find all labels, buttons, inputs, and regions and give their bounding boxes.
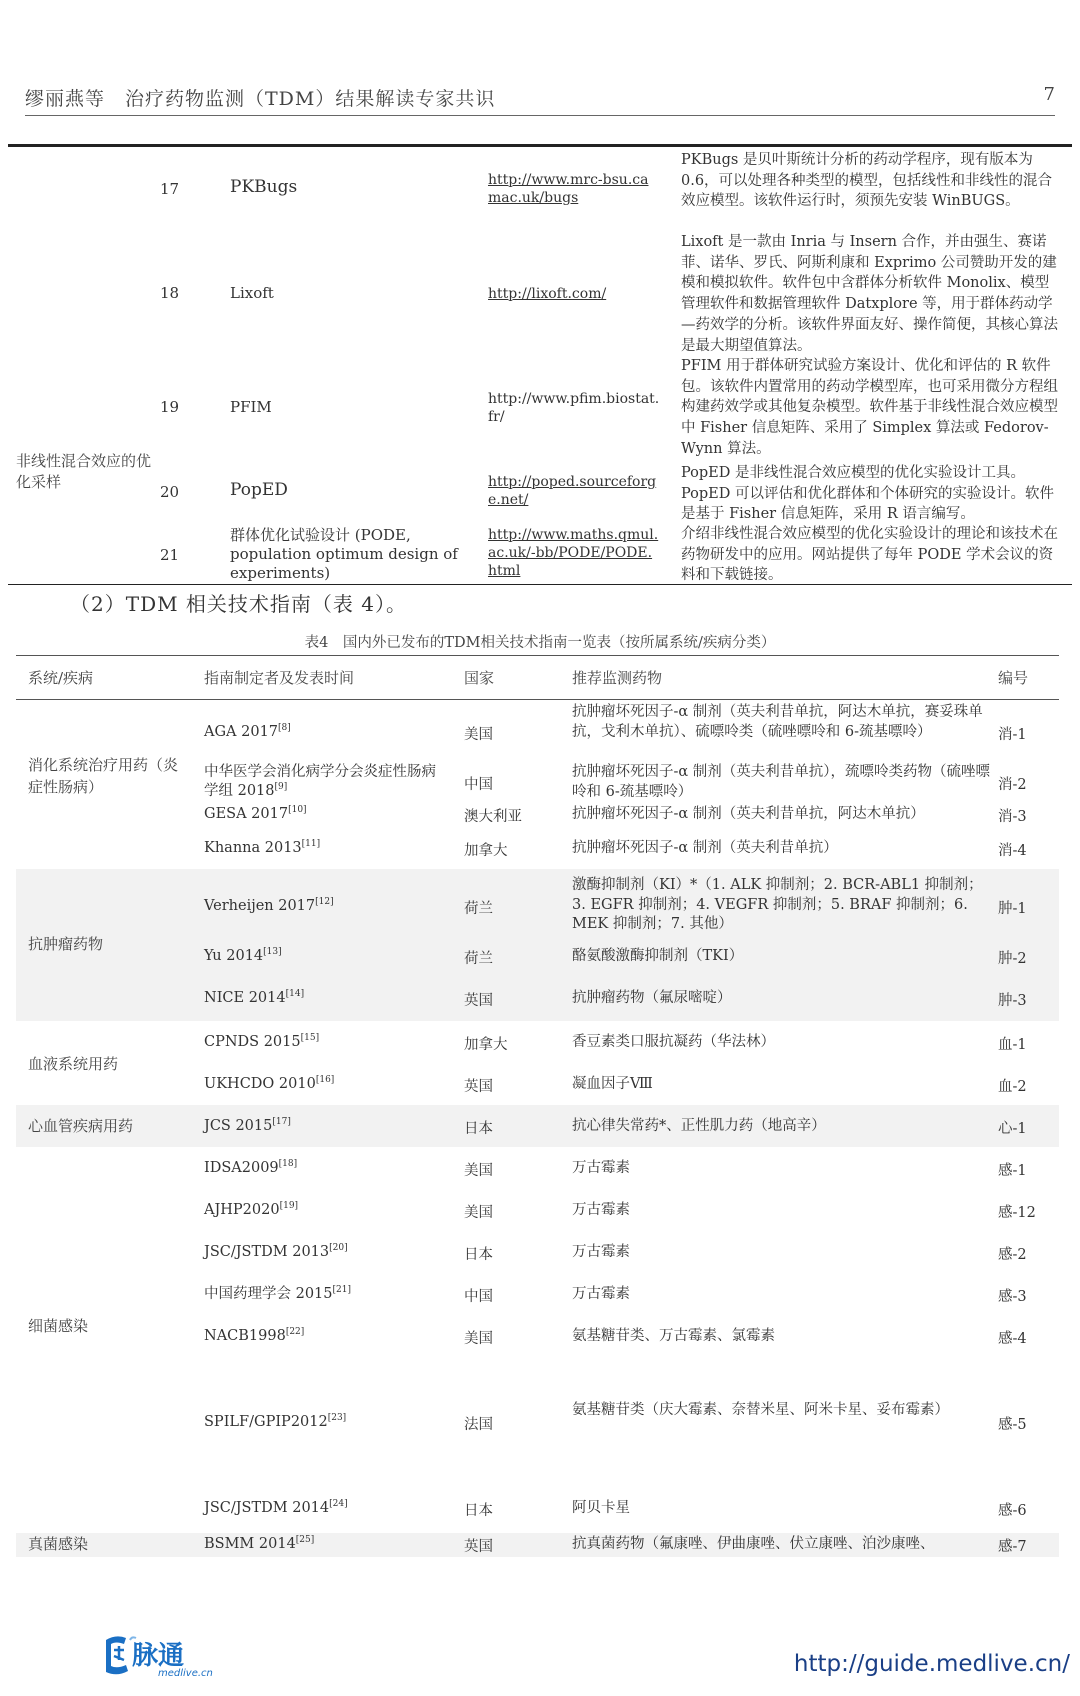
header-title: 治疗药物监测（TDM）结果解读专家共识 xyxy=(125,88,496,110)
group-category: 消化系统治疗用药（炎症性肠病） xyxy=(28,756,179,796)
svg-text:medlive.cn: medlive.cn xyxy=(158,1668,213,1678)
recommended-drug: 阿贝卡星 xyxy=(572,1500,630,1516)
guide-code: 肿-3 xyxy=(998,993,1027,1009)
table4-header-rule xyxy=(16,699,1059,700)
group-cardiovascular xyxy=(16,1105,1059,1147)
software-name: PKBugs xyxy=(230,177,298,197)
software-link[interactable]: http://www.mrc-bsu.camac.uk/bugs xyxy=(488,172,649,206)
country: 英国 xyxy=(464,1539,493,1555)
guide-code: 消-2 xyxy=(998,777,1027,793)
country: 中国 xyxy=(464,777,493,793)
software-link[interactable]: http://poped.sourceforge.net/ xyxy=(488,474,657,508)
country: 日本 xyxy=(464,1503,493,1519)
country: 法国 xyxy=(464,1417,493,1433)
guide-name: NACB1998[22] xyxy=(204,1327,305,1344)
table3-top-rule xyxy=(8,144,1072,147)
recommended-drug: 万古霉素 xyxy=(572,1160,630,1176)
guide-name: CPNDS 2015[15] xyxy=(204,1033,320,1050)
software-link[interactable]: http://www.pfim.biostat.fr/ xyxy=(488,391,660,425)
recommended-drug: 万古霉素 xyxy=(572,1286,630,1302)
guide-name: GESA 2017[10] xyxy=(204,805,307,822)
guide-code: 肿-1 xyxy=(998,901,1027,917)
country: 加拿大 xyxy=(464,1037,508,1053)
guide-name: 中国药理学会 2015[21] xyxy=(204,1285,351,1302)
table3-bottom-rule xyxy=(8,584,1072,585)
guide-code: 感-2 xyxy=(998,1247,1027,1263)
country: 荷兰 xyxy=(464,901,493,917)
country: 英国 xyxy=(464,993,493,1009)
header-authors: 缪丽燕等 xyxy=(25,88,106,110)
guide-code: 感-5 xyxy=(998,1417,1027,1433)
software-description: 介绍非线性混合效应模型的优化实验设计的理论和该技术在药物研发中的应用。网站提供了每年 PODE 学术会议的资料和下载链接。 xyxy=(681,526,1058,584)
medlive-logo xyxy=(102,1632,232,1678)
guide-code: 消-1 xyxy=(998,727,1027,743)
group-antitumor xyxy=(16,869,1059,1021)
guide-code: 感-12 xyxy=(998,1205,1036,1221)
guide-name: IDSA2009[18] xyxy=(204,1159,298,1176)
guide-name: Verheijen 2017[12] xyxy=(204,897,334,914)
guide-code: 心-1 xyxy=(998,1121,1027,1137)
page-number: 7 xyxy=(1043,84,1055,105)
guide-name: 中华医学会消化病学分会炎症性肠病学组 2018[9] xyxy=(204,764,436,799)
guide-name: Yu 2014[13] xyxy=(204,947,282,964)
recommended-drug: 万古霉素 xyxy=(572,1244,630,1260)
recommended-drug: 抗肿瘤药物（氟尿嘧啶） xyxy=(572,990,732,1006)
country: 日本 xyxy=(464,1247,493,1263)
country: 澳大利亚 xyxy=(464,809,522,825)
software-description: Lixoft 是一款由 Inria 与 Insern 合作，并由强生、赛诺菲、诺华、罗氏、阿斯利康和 Exprimo 公司赞助开发的建模和模拟软件。软件包中含群体分析软件 Monolix、模型管理软件和数据管理软件 Datxplore 等，用于群体药动学—药效学的分析。该软件界面友好、操作简便，其核心算法是最大期望值算法。 xyxy=(681,234,1058,354)
row-number: 20 xyxy=(160,483,180,501)
recommended-drug: 氨基糖苷类（庆大霉素、奈替米星、阿米卡星、妥布霉素） xyxy=(572,1402,949,1418)
guide-code: 消-3 xyxy=(998,809,1027,825)
recommended-drug: 激酶抑制剂（KI）*（1. ALK 抑制剂；2. BCR-ABL1 抑制剂；3. EGFR 抑制剂；4. VEGFR 抑制剂；5. BRAF 抑制剂；6. MEK 抑制剂；7. 其他） xyxy=(572,877,983,932)
guide-name: AGA 2017[8] xyxy=(204,723,291,740)
guide-name: Khanna 2013[11] xyxy=(204,839,321,856)
guide-name: SPILF/GPIP2012[23] xyxy=(204,1413,347,1430)
guide-name: JCS 2015[17] xyxy=(204,1117,291,1134)
country: 日本 xyxy=(464,1121,493,1137)
group-category: 抗肿瘤药物 xyxy=(28,935,104,953)
header-drug: 推荐监测药物 xyxy=(572,669,663,687)
guide-code: 感-4 xyxy=(998,1331,1027,1347)
guide-code: 感-3 xyxy=(998,1289,1027,1305)
guide-code: 肿-2 xyxy=(998,951,1027,967)
running-header xyxy=(25,84,1055,114)
country: 英国 xyxy=(464,1079,493,1095)
recommended-drug: 抗肿瘤坏死因子-α 制剂（英夫利昔单抗），巯嘌呤类药物（硫唑嘌呤和 6-巯基嘌呤） xyxy=(572,764,991,800)
software-link[interactable]: http://www.maths.qmul.ac.uk/-bb/PODE/PODE.html xyxy=(488,527,659,579)
group-category: 心血管疾病用药 xyxy=(28,1117,134,1135)
guide-name: JSC/JSTDM 2014[24] xyxy=(204,1499,348,1516)
row-number: 18 xyxy=(160,284,180,302)
group-blood xyxy=(16,1021,1059,1105)
recommended-drug: 抗真菌药物（氟康唑、伊曲康唑、伏立康唑、泊沙康唑、 xyxy=(572,1536,935,1552)
country: 加拿大 xyxy=(464,843,508,859)
recommended-drug: 氨基糖苷类、万古霉素、氯霉素 xyxy=(572,1328,775,1344)
software-name: PopED xyxy=(230,480,288,500)
header-code: 编号 xyxy=(998,669,1029,687)
software-description: PKBugs 是贝叶斯统计分析的药动学程序，现有版本为 0.6，可以处理各种类型的模型，包括线性和非线性的混合效应模型。该软件运行时，须预先安装 WinBUGS。 xyxy=(681,152,1053,210)
svg-text:脉通: 脉通 xyxy=(132,1641,185,1671)
recommended-drug: 酪氨酸激酶抑制剂（TKI） xyxy=(572,948,744,964)
guide-code: 血-1 xyxy=(998,1037,1027,1053)
guide-name: NICE 2014[14] xyxy=(204,989,305,1006)
group-category: 血液系统用药 xyxy=(28,1055,119,1073)
table3-category: 非线性混合效应的优化采样 xyxy=(16,452,152,491)
row-number: 21 xyxy=(160,546,180,564)
software-link[interactable]: http://lixoft.com/ xyxy=(488,286,607,302)
country: 美国 xyxy=(464,1205,493,1221)
country: 美国 xyxy=(464,1331,493,1347)
table4-top-rule xyxy=(16,655,1059,656)
table4-caption: 表4 国内外已发布的TDM相关技术指南一览表（按所属系统/疾病分类） xyxy=(304,635,776,651)
guide-code: 血-2 xyxy=(998,1079,1027,1095)
recommended-drug: 万古霉素 xyxy=(572,1202,630,1218)
guide-code: 感-1 xyxy=(998,1163,1027,1179)
header-category: 系统/疾病 xyxy=(28,669,94,687)
group-bacterial xyxy=(16,1147,1059,1533)
recommended-drug: 抗肿瘤坏死因子-α 制剂（英夫利昔单抗，阿达木单抗） xyxy=(572,806,925,822)
country: 中国 xyxy=(464,1289,493,1305)
recommended-drug: 香豆素类口服抗凝药（华法林） xyxy=(572,1034,775,1050)
guide-name: AJHP2020[19] xyxy=(204,1201,299,1218)
software-description: PFIM 用于群体研究试验方案设计、优化和评估的 R 软件包。该软件内置常用的药动学模型库，也可采用微分方程组构建药效学或其他复杂模型。软件基于非线性混合效应模型中 Fisher 信息矩阵、采用了 Simplex 算法或 Fedorov-Wynn 算法。 xyxy=(681,358,1058,457)
row-number: 19 xyxy=(160,398,180,416)
country: 荷兰 xyxy=(464,951,493,967)
guide-code: 感-6 xyxy=(998,1503,1027,1519)
guide-name: BSMM 2014[25] xyxy=(204,1535,315,1552)
country: 美国 xyxy=(464,1163,493,1179)
recommended-drug: 抗心律失常药*、正性肌力药（地高辛） xyxy=(572,1118,826,1134)
software-description: PopED 是非线性混合效应模型的优化实验设计工具。PopED 可以评估和优化群体和个体研究的实验设计。软件是基于 Fisher 信息矩阵，采用 R 语言编写。 xyxy=(681,465,1054,523)
guide-code: 消-4 xyxy=(998,843,1027,859)
group-category: 真菌感染 xyxy=(28,1535,89,1553)
software-name: Lixoft xyxy=(230,284,274,302)
footer-url[interactable]: http://guide.medlive.cn/ xyxy=(793,1651,1070,1677)
software-name: 群体优化试验设计 (PODE, population optimum design of experiments) xyxy=(230,526,458,582)
group-category: 细菌感染 xyxy=(28,1317,89,1335)
group-fungal xyxy=(16,1533,1059,1557)
guide-name: JSC/JSTDM 2013[20] xyxy=(204,1243,348,1260)
header-rule xyxy=(25,115,1055,116)
recommended-drug: 凝血因子Ⅷ xyxy=(572,1076,653,1092)
guide-name: UKHCDO 2010[16] xyxy=(204,1075,335,1092)
logo-mark-icon xyxy=(102,1632,232,1678)
header-guide: 指南制定者及发表时间 xyxy=(204,669,355,687)
group-digestive xyxy=(16,701,1059,869)
guide-code: 感-7 xyxy=(998,1539,1027,1555)
recommended-drug: 抗肿瘤坏死因子-α 制剂（英夫利昔单抗） xyxy=(572,840,838,856)
country: 美国 xyxy=(464,727,493,743)
recommended-drug: 抗肿瘤坏死因子-α 制剂（英夫利昔单抗，阿达木单抗，赛妥珠单抗，戈利木单抗）、硫嘌呤类（硫唑嘌呤和 6-巯基嘌呤） xyxy=(572,704,983,740)
section-heading: （2）TDM 相关技术指南（表 4）。 xyxy=(70,592,408,616)
software-name: PFIM xyxy=(230,398,272,416)
header-country: 国家 xyxy=(464,669,495,687)
row-number: 17 xyxy=(160,180,180,198)
